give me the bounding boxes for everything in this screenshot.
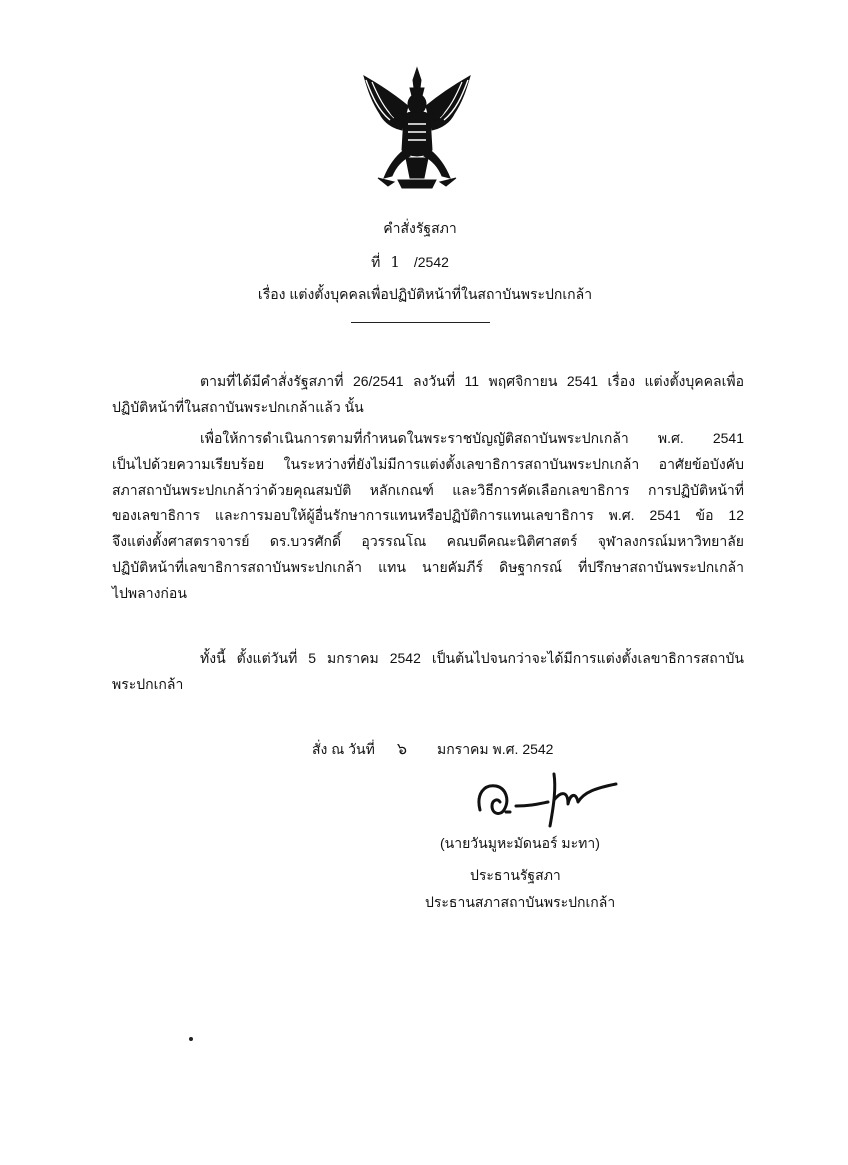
garuda-emblem <box>358 66 476 194</box>
month-year: มกราคม พ.ศ. 2542 <box>436 741 554 757</box>
paragraph-1-line-2: ปฏิบัติหน้าที่ในสถาบันพระปกเกล้าแล้ว นั้น <box>112 398 364 415</box>
paragraph-3 <box>112 646 744 698</box>
scan-speck <box>189 1037 193 1041</box>
paragraph-2-line-5: จึงแต่งตั้งศาสตราจารย์ ดร.บวรศักดิ์ อุวรรณโณ คณบดีคณะนิติศาสตร์ จุฬาลงกรณ์มหาวิทยาลัย <box>112 533 744 550</box>
paragraph-2-line-4: ของเลขาธิการ และการมอบให้ผู้อื่นรักษาการแทนหรือปฏิบัติการแทนเลขาธิการ พ.ศ. 2541 ข้อ 12 <box>112 507 744 524</box>
signer-position-2: ประธานสภาสถาบันพระปกเกล้า <box>425 894 616 910</box>
signature <box>470 770 630 834</box>
paragraph-1 <box>112 369 744 421</box>
paragraph-2-line-2: เป็นไปด้วยความเรียบร้อย ในระหว่างที่ยังไม่มีการแต่งตั้งเลขาธิการสถาบันพระปกเกล้า อาศัยข้อบังคับ <box>112 455 744 472</box>
paragraph-3-line-1: ทั้งนี้ ตั้งแต่วันที่ 5 มกราคม 2542 เป็นต้นไปจนกว่าจะได้มีการแต่งตั้งเลขาธิการสถาบัน <box>200 650 744 666</box>
ordered-on-prefix: สั่ง ณ วันที่ <box>312 741 375 757</box>
document-type: คำสั่งรัฐสภา <box>383 220 457 236</box>
paragraph-2-line-1: เพื่อให้การดำเนินการตามที่กำหนดในพระราชบัญญัติสถาบันพระปกเกล้า พ.ศ. 2541 <box>200 430 744 446</box>
signer-position-1: ประธานรัฐสภา <box>470 867 561 883</box>
paragraph-1-line-1: ตามที่ได้มีคำสั่งรัฐสภาที่ 26/2541 ลงวันที่ 11 พฤศจิกายน 2541 เรื่อง แต่งตั้งบุคคลเพื่อ <box>200 373 744 389</box>
paragraph-2-line-7: ไปพลางก่อน <box>112 584 187 601</box>
number-handwritten: 1 <box>390 253 400 271</box>
number-prefix: ที่ <box>371 254 381 270</box>
ordered-date <box>312 740 553 758</box>
number-suffix: /2542 <box>413 254 449 270</box>
paragraph-2-line-3: สภาสถาบันพระปกเกล้าว่าด้วยคุณสมบัติ หลักเกณฑ์ และวิธีการคัดเลือกเลขาธิการ การปฏิบัติหน้าที่ <box>112 481 744 498</box>
order-number <box>0 253 820 271</box>
paragraph-2-line-6: ปฏิบัติหน้าที่เลขาธิการสถาบันพระปกเกล้า แทน นายคัมภีร์ ดิษฐากรณ์ ที่ปรึกษาสถาบันพระปกเกล้า <box>112 558 744 575</box>
day-handwritten: ๖ <box>396 739 407 758</box>
signer-name: (นายวันมูหะมัดนอร์ มะทา) <box>440 835 600 851</box>
paragraph-2 <box>112 426 744 607</box>
header-divider <box>351 322 490 323</box>
subject-line: เรื่อง แต่งตั้งบุคคลเพื่อปฏิบัติหน้าที่ในสถาบันพระปกเกล้า <box>257 286 593 302</box>
paragraph-3-line-2: พระปกเกล้า <box>112 675 184 692</box>
